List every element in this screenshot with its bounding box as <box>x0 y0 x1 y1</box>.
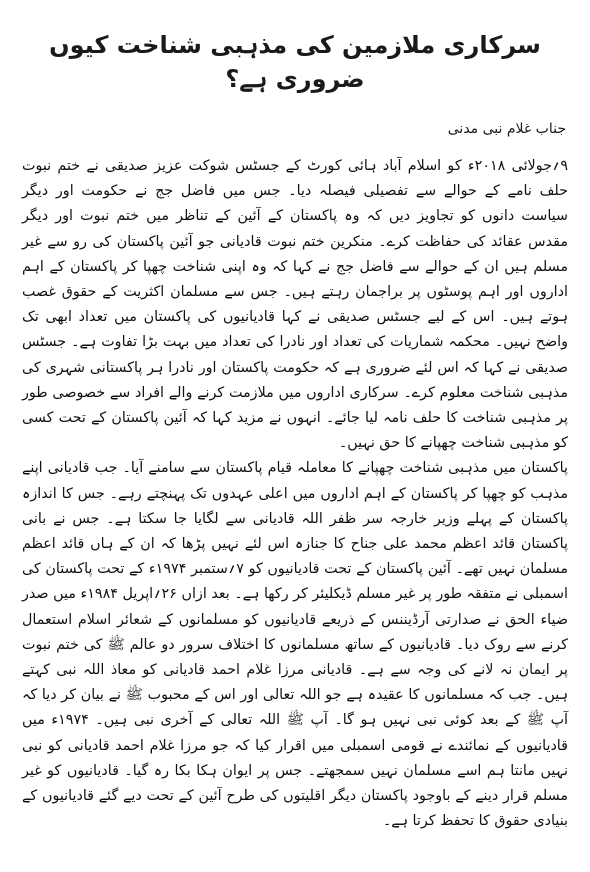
article-title: سرکاری ملازمین کی مذہبی شناخت کیوں ضروری ہے؟ <box>49 31 541 93</box>
author-byline: جناب غلام نبی مدنی <box>447 121 566 137</box>
article-paragraph-1: ۹؍جولائی ۲۰۱۸ء کو اسلام آباد ہائی کورٹ کے جسٹس شوکت عزیز صدیقی نے ختم نبوت حلف نامے کے حوالے سے تفصیلی فیصلہ دیا۔ جس میں فاضل جج نے حکومت اور دیگر سیاست دانوں کو تجاویز دیں کہ وہ پاکستان کے آئین کے تناظر میں ختم نبوت اور دیگر مقدس عقائد کی حفاظت کرے۔ منکرین ختم نبوت قادیانی جو آئین پاکستان کی رو سے غیر مسلم ہیں ان کے حوالے سے فاضل جج نے کہا کہ وہ اپنی شناخت چھپا کر پاکستان کے اہم اداروں اور اہم پوسٹوں پر براجمان رہتے ہیں۔ جس سے مسلمان اکثریت کے حقوق غصب ہوتے ہیں۔ اس کے لیے جسٹس صدیقی نے کہا قادیانیوں کی پاکستان میں تعداد ابھی تک واضح نہیں۔ محکمہ شماریات کی تعداد اور نادرا کی تعداد میں بہت بڑا تفاوت ہے۔ جسٹس صدیقی نے کہا کہ اس لئے ضروری ہے کہ حکومت پاکستان اور نادرا ہر پاکستانی شہری کی مذہبی شناخت معلوم کرے۔ سرکاری اداروں میں ملازمت کرنے والے افراد سے خصوصی طور پر مذہبی شناخت کا حلف نامہ لیا جائے۔ انہوں نے مزید کہا کہ آئین پاکستان کے تحت کسی کو مذہبی شناخت چھپانے کا حق نہیں۔ <box>22 158 568 452</box>
article-paragraph-2: پاکستان میں مذہبی شناخت چھپانے کا معاملہ قیام پاکستان سے سامنے آیا۔ جب قادیانی اپنے مذہب کو چھپا کر پاکستان کے اہم اداروں میں اعلی عہدوں تک پہنچتے رہے۔ جس کا اندازہ پاکستان کے پہلے وزیر خارجہ سر ظفر اللہ قادیانی سے لگایا جا سکتا ہے۔ جس نے بانی پاکستان قائد اعظم محمد علی جناح کا جنازہ اس لئے نہیں پڑھا کہ ان کے ہاں قائد اعظم مسلمان نہیں تھے۔ آئین پاکستان کے تحت قادیانیوں کو ۷؍ستمبر ۱۹۷۴ء کے تحت پاکستان کی اسمبلی نے متفقہ طور پر غیر مسلم ڈیکلیئر کر رکھا ہے۔ بعد ازاں ۲۶؍اپریل ۱۹۸۴ء میں صدر ضیاء الحق نے صدارتی آرڈیننس کے ذریعے قادیانیوں کو مسلمانوں کے شعائر اسلام استعمال کرنے سے روک دیا۔ قادیانیوں کے ساتھ مسلمانوں کا اختلاف سرور دو عالم ﷺ کی ختم نبوت پر ایمان نہ لانے کی وجہ سے ہے۔ قادیانی مرزا غلام احمد قادیانی کو معاذ اللہ نبی کہتے ہیں۔ جب کہ مسلمانوں کا عقیدہ ہے جو اللہ تعالی اور اس کے محبوب ﷺ نے بیان کر دیا کہ آپ ﷺ کے بعد کوئی نبی نہیں ہو گا۔ آپ ﷺ اللہ تعالی کے آخری نبی ہیں۔ ۱۹۷۴ء میں قادیانیوں کے نمائندے نے قومی اسمبلی میں اقرار کیا کہ جو مرزا غلام احمد قادیانی کو نبی نہیں مانتا ہم اسے مسلمان نہیں سمجھتے۔ جس پر ایوان ہکا بکا رہ گیا۔ قادیانیوں کو غیر مسلم قرار دینے کے باوجود پاکستان دیگر اقلیتوں کی طرح آئین کے تحت دیے گئے قادیانیوں کے بنیادی حقوق کا تحفظ کرتا ہے۔ <box>22 460 569 830</box>
